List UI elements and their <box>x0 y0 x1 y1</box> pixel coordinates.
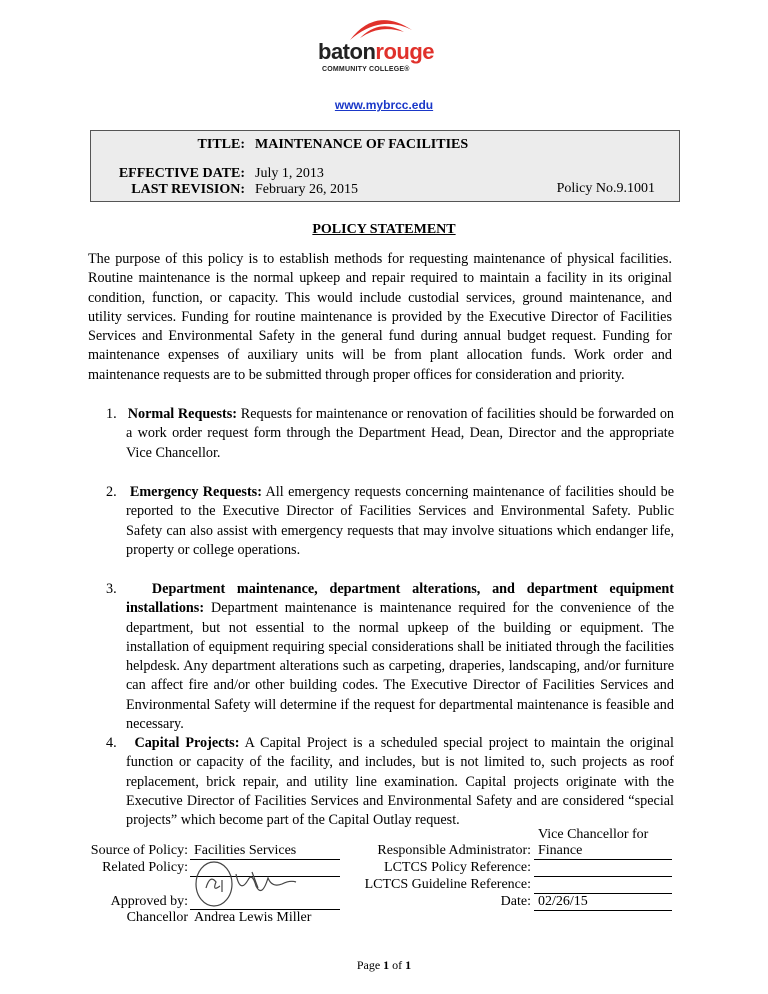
responsible-admin-value-line2: Finance <box>538 843 583 858</box>
item-text: Department maintenance is maintenance required for the convenience of the department, but not essential to the normal upkeep of the building or equipment. The installation of equipment requiring special considerations shall be initiated through the facilities helpdesk. Any department alterations such as carpeting, draperies, landscaping, and/or furniture can affect fire and/or other building codes. The Executive Director of Facilities Services and Environmental Safety will determine if the request for departmental maintenance is feasible and necessary. <box>126 600 674 733</box>
college-logo <box>318 12 450 82</box>
item-text: A Capital Project is a scheduled special project to maintain the original function or capacity of the facility, and includes, but is not limited to, such projects as roof replacement, brick repair, and utility line examination. Capital projects originate with the Executive Director of Facilities Services and Environmental Safety and are considered “special projects” which become part of the Capital Outlay request. <box>126 735 674 829</box>
intro-paragraph: The purpose of this policy is to establish methods for requesting maintenance of physical facilities. Routine maintenance is the normal upkeep and repair required to maintain a facility in its original condition, function, or capacity. This would include custodial services, ground maintenance, and utility services. Funding for routine maintenance is provided by the Executive Director of Facilities Services and Environmental Safety in the general fund during annual budget request. Funding for maintenance expenses of auxiliary units will be from plant allocation funds. Work order and maintenance requests are to be submitted through proper offices for consideration and priority. <box>88 251 672 383</box>
list-item-department-maintenance <box>106 580 674 734</box>
list-item-capital-projects <box>106 734 674 830</box>
list-item-emergency-requests <box>106 483 674 560</box>
item-text: All emergency requests concerning maintenance of facilities should be reported to the Executive Director of Facilities Services and Environmental Safety. Public Safety can also assist with emergency requests that may involve situations which endanger life, property or college operations. <box>126 484 674 558</box>
item-number: 3. <box>106 581 117 597</box>
chancellor-name: Andrea Lewis Miller <box>194 910 312 925</box>
item-number: 1. <box>106 406 117 422</box>
responsible-admin-label: Responsible Administrator: <box>377 843 531 858</box>
item-heading: Department maintenance, department alterations, and department equipment installations: <box>126 581 675 617</box>
chancellor-signature-icon <box>192 858 322 910</box>
last-revision-label: LAST REVISION: <box>131 182 245 197</box>
item-heading: Capital Projects: <box>134 735 240 751</box>
logo-subtitle: COMMUNITY COLLEGE® <box>322 66 410 73</box>
logo-arc-icon <box>346 12 416 42</box>
last-revision-value: February 26, 2015 <box>255 182 359 197</box>
item-text: Requests for maintenance or renovation of facilities should be forwarded on a work order request form through the Department Head, Dean, Director and the appropriate Vice Chancellor. <box>126 406 675 461</box>
responsible-admin-value-line1: Vice Chancellor for <box>538 827 649 842</box>
related-policy-label: Related Policy: <box>102 860 188 875</box>
section-title: POLICY STATEMENT <box>312 222 456 237</box>
lctcs-policy-label: LCTCS Policy Reference: <box>384 860 531 875</box>
page-number <box>0 958 768 973</box>
logo-word-red: rouge <box>375 39 435 64</box>
lctcs-policy-underline <box>534 876 672 877</box>
lctcs-guideline-label: LCTCS Guideline Reference: <box>364 877 531 892</box>
title-label: TITLE: <box>197 137 245 152</box>
source-of-policy-label: Source of Policy: <box>90 843 188 858</box>
item-number: 4. <box>106 735 117 751</box>
approved-by-label: Approved by: <box>110 894 188 909</box>
website-link[interactable]: www.mybrcc.edu <box>334 98 434 112</box>
logo-wordmark <box>318 40 434 64</box>
logo-word-dark: baton <box>318 39 376 64</box>
page-prefix: Page <box>356 958 384 972</box>
responsible-admin-underline <box>534 859 672 860</box>
date-label: Date: <box>500 894 531 909</box>
list-item-normal-requests <box>106 405 674 463</box>
page-current: 1 <box>383 958 390 972</box>
effective-date-value: July 1, 2013 <box>255 166 324 181</box>
page-total: 1 <box>405 958 412 972</box>
date-underline <box>534 910 672 911</box>
item-heading: Normal Requests: <box>127 406 238 422</box>
policy-header-box <box>90 130 680 202</box>
date-value: 02/26/15 <box>538 894 588 909</box>
effective-date-label: EFFECTIVE DATE: <box>118 166 245 181</box>
item-number: 2. <box>106 484 117 500</box>
chancellor-label: Chancellor <box>126 910 188 925</box>
page-middle: of <box>389 958 406 972</box>
item-heading: Emergency Requests: <box>129 484 262 500</box>
policy-number: Policy No.9.1001 <box>556 181 655 196</box>
title-value: MAINTENANCE OF FACILITIES <box>255 137 469 152</box>
source-of-policy-value: Facilities Services <box>194 843 297 858</box>
